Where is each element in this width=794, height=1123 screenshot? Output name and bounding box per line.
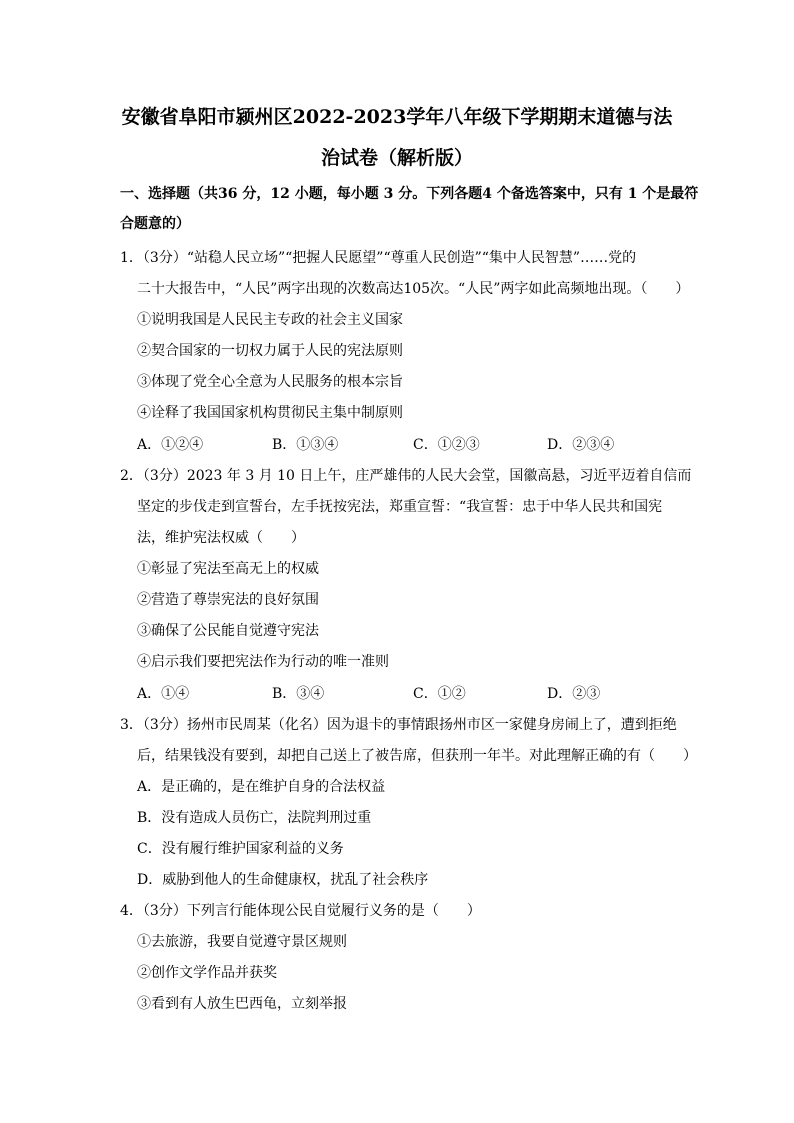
question-1-choices <box>137 435 657 455</box>
question-2-line-3: 法，维护宪法权威（ ） <box>137 530 305 546</box>
question-3-option-c: C．没有履行维护国家利益的义务 <box>137 841 344 857</box>
question-2-item-3: ③确保了公民能自觉遵守宪法 <box>137 623 319 639</box>
question-1-choice-c: C．①②③ <box>413 437 480 453</box>
question-3-line-1: 3．（3分）扬州市民周某（化名）因为退卡的事情跟扬州市区一家健身房闹上了，遭到拒绝 <box>120 717 677 733</box>
question-1-item-1: ①说明我国是人民民主专政的社会主义国家 <box>137 312 403 328</box>
question-2-choice-d: D．②③ <box>547 686 601 702</box>
question-2-choices <box>137 684 657 704</box>
question-3-line-2: 后，结果钱没有要到，却把自己送上了被告席，但获刑一年半。对此理解正确的有（ ） <box>137 748 697 764</box>
question-2-item-4: ④启示我们要把宪法作为行动的唯一准则 <box>137 654 389 670</box>
question-3-option-a: A．是正确的，是在维护自身的合法权益 <box>137 779 386 795</box>
question-2-line-1: 2．（3分）2023 年 3 月 10 日上午，庄严雄伟的人民大会堂，国徽高悬，习近平迈着自信而 <box>120 468 692 484</box>
question-2-item-2: ②营造了尊崇宪法的良好氛围 <box>137 592 319 608</box>
question-3-option-d: D．威胁到他人的生命健康权，扰乱了社会秩序 <box>137 872 429 888</box>
question-4-item-1: ①去旅游，我要自觉遵守景区规则 <box>137 934 347 950</box>
document-title-line-1: 安徽省阜阳市颍州区2022-2023学年八年级下学期期末道德与法 <box>121 106 673 128</box>
question-1-choice-a: A．①②④ <box>137 437 204 453</box>
question-2-item-1: ①彰显了宪法至高无上的权威 <box>137 561 319 577</box>
question-1-item-3: ③体现了党全心全意为人民服务的根本宗旨 <box>137 374 403 390</box>
question-1-item-4: ④诠释了我国国家机构贯彻民主集中制原则 <box>137 405 403 421</box>
document-title-line-2: 治试卷（解析版） <box>320 147 473 169</box>
question-3-option-b: B．没有造成人员伤亡，法院判刑过重 <box>137 810 372 826</box>
question-1-choice-d: D．②③④ <box>547 437 615 453</box>
section-heading-line-2: 合题意的） <box>120 216 190 232</box>
question-2-choice-b: B．③④ <box>272 686 325 702</box>
question-4-item-3: ③看到有人放生巴西龟，立刻举报 <box>137 996 347 1012</box>
section-heading-line-1: 一、选择题（共36 分，12 小题，每小题 3 分。下列各题4 个备选答案中，只有 1 个是最符 <box>120 186 699 202</box>
question-2-choice-a: A．①④ <box>137 686 190 702</box>
question-1-line-2: 二十大报告中，“人民”两字出现的次数高达105次。“人民”两字如此高频地出现。（ ） <box>137 281 690 297</box>
question-2-choice-c: C．①② <box>413 686 466 702</box>
question-1-choice-b: B．①③④ <box>272 437 339 453</box>
question-1-line-1: 1．（3分）“站稳人民立场”“把握人民愿望”“尊重人民创造”“集中人民智慧”……党的 <box>120 250 637 266</box>
question-4-item-2: ②创作文学作品并获奖 <box>137 965 277 981</box>
question-2-line-2: 坚定的步伐走到宣誓台，左手抚按宪法，郑重宣誓：“我宣誓：忠于中华人民共和国宪 <box>137 499 663 515</box>
question-4-line-1: 4．（3分）下列言行能体现公民自觉履行义务的是（ ） <box>120 903 481 919</box>
question-1-item-2: ②契合国家的一切权力属于人民的宪法原则 <box>137 343 403 359</box>
